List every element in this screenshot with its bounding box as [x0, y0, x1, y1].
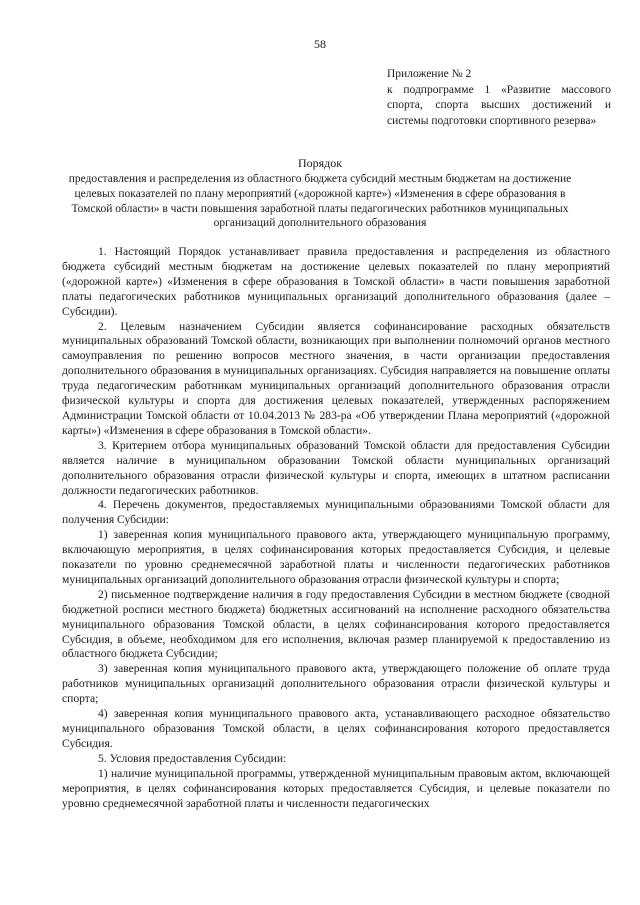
paragraph-3: 3. Критерием отбора муниципальных образований Томской области для предоставления Субсидии является наличие в муниципальном образовании Томской области муниципальных организаций дополнительного образования отрасли физической культуры и спорта, имеющих в штатном расписании должности педагогических работников.: [62, 438, 610, 497]
paragraph-5: 5. Условия предоставления Субсидии:: [98, 751, 287, 765]
document-title: Порядок: [297, 156, 343, 170]
paragraph-1: 1. Настоящий Порядок устанавливает правила предоставления и распределения из областного бюджета субсидий местным бюджетам на достижение целевых показателей по плану мероприятий («дорожной карте») «Изменения в сфере образования в Томской области» в части повышения заработной платы педагогических работников муниципальных организаций дополнительного образования (далее – Субсидии).: [62, 245, 610, 318]
paragraph-4-item-1: 1) заверенная копия муниципального правового акта, утверждающего муниципальную программу, включающую мероприятия, в целях софинансирования которых предоставляется Субсидия, и целевые показатели по уровню среднемесячной заработной платы и численности педагогических работников муниципальных организаций дополнительного образования отрасли физической культуры и спорта;: [62, 528, 610, 586]
paragraph-4-item-3: 3) заверенная копия муниципального правового акта, утверждающего положение об оплате труда работников муниципальных организаций дополнительного образования отрасли физической культуры и спорта;: [62, 662, 610, 706]
document-body: [62, 245, 610, 811]
appendix-label: Приложение № 2: [387, 68, 472, 80]
paragraph-4-item-2: 2) письменное подтверждение наличия в году предоставления Субсидии в местном бюджете (сводной бюджетной росписи местного бюджета) бюджетных ассигнований на исполнение расходного обязательства муниципального образования Томской области, в целях софинансирования которого предоставляется Субсидия, в объеме, необходимом для его исполнения, включая размер планируемой к предоставлению из областного бюджета Субсидии;: [62, 587, 610, 661]
appendix-block: [387, 67, 611, 129]
paragraph-2: 2. Целевым назначением Субсидии является софинансирование расходных обязательств муниципальных образований Томской области, возникающих при выполнении полномочий органов местного самоуправления по решению вопросов местного значения, в части организации предоставления дополнительного образования в муниципальных организациях. Субсидия направляется на повышение оплаты труда педагогическим работникам муниципальных организаций дополнительного образования отрасли физической культуры и спорта для достижения целевых показателей, утвержденных распоряжением Администрации Томской области от 10.04.2013 № 283-ра «Об утверждении Плана мероприятий («дорожной карты») «Изменения в сфере образования в Томской области».: [62, 319, 610, 437]
paragraph-4-item-4: 4) заверенная копия муниципального правового акта, устанавливающего расходное обязательство муниципального образования Томской области, в целях софинансирования которого предоставляется Субсидия.: [62, 707, 610, 750]
paragraph-4: 4. Перечень документов, предоставляемых муниципальными образованиями Томской области для получения Субсидии:: [62, 498, 610, 527]
document-subtitle: предоставления и распределения из областного бюджета субсидий местным бюджетам на достижение целевых показателей по плану мероприятий («дорожной карте») «Изменения в сфере образования в Томской области» в части повышения заработной платы педагогических работников муниципальных организаций дополнительного образования: [68, 173, 572, 230]
appendix-text: к подпрограмме 1 «Развитие массового спорта, спорта высших достижений и системы подготовки спортивного резерва»: [387, 83, 611, 127]
page-number: 58: [314, 37, 326, 51]
paragraph-5-item-1: 1) наличие муниципальной программы, утвержденной муниципальным правовым актом, включающей мероприятия, в целях софинансирования которых предоставляется Субсидия, и целевые показатели по уровню среднемесячной заработной платы и численности педагогических: [62, 766, 610, 810]
